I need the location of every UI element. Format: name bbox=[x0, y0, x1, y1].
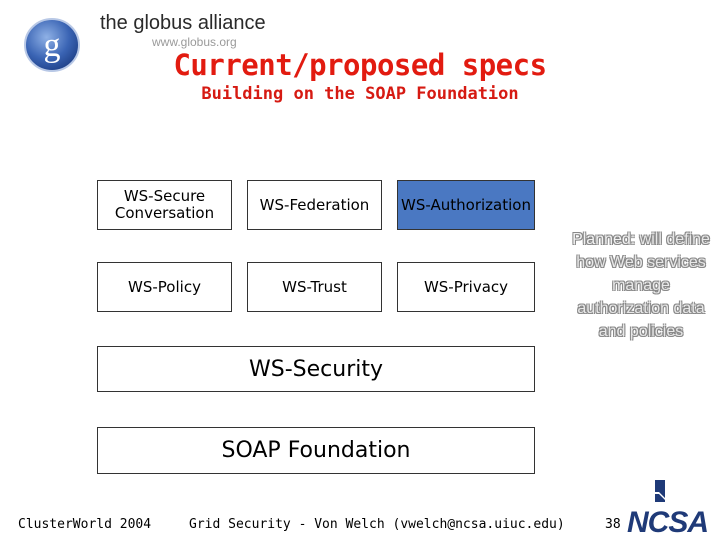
spec-label-privacy: WS-Privacy bbox=[423, 277, 509, 296]
spec-box-federation bbox=[247, 180, 382, 230]
planned-text: : will define how Web services manage authorization data and policies bbox=[576, 231, 710, 340]
spec-label-authorization: WS-Authorization bbox=[401, 195, 531, 214]
spec-box-security bbox=[97, 346, 535, 392]
footer-credit: Grid Security - Von Welch (vwelch@ncsa.uiuc.edu) bbox=[189, 517, 565, 532]
spec-label-secure-conversation: WS-Secure Conversation bbox=[114, 187, 215, 222]
planned-label: Planned bbox=[572, 231, 631, 248]
spec-label-soap: SOAP Foundation bbox=[221, 438, 411, 463]
planned-note bbox=[566, 228, 716, 343]
spec-box-authorization bbox=[397, 180, 535, 230]
spec-box-secure-conversation bbox=[97, 180, 232, 230]
spec-label-policy: WS-Policy bbox=[128, 277, 201, 296]
ncsa-logo-icon bbox=[625, 478, 717, 536]
footer-event: ClusterWorld 2004 bbox=[18, 517, 152, 532]
logo-name: the globus alliance bbox=[100, 12, 266, 34]
spec-label-security: WS-Security bbox=[249, 356, 383, 382]
spec-label-trust: WS-Trust bbox=[282, 277, 347, 296]
page-number: 38 bbox=[605, 517, 621, 532]
spec-box-trust bbox=[247, 262, 382, 312]
spec-box-privacy bbox=[397, 262, 535, 312]
slide-title: Current/proposed specs bbox=[173, 48, 547, 82]
spec-box-soap bbox=[97, 427, 535, 474]
svg-text:NCSA: NCSA bbox=[627, 506, 709, 536]
svg-text:g: g bbox=[43, 27, 61, 64]
spec-box-policy bbox=[97, 262, 232, 312]
slide-subtitle: Building on the SOAP Foundation bbox=[201, 84, 519, 104]
logo-url: www.globus.org bbox=[152, 35, 237, 49]
spec-label-federation: WS-Federation bbox=[259, 195, 370, 214]
